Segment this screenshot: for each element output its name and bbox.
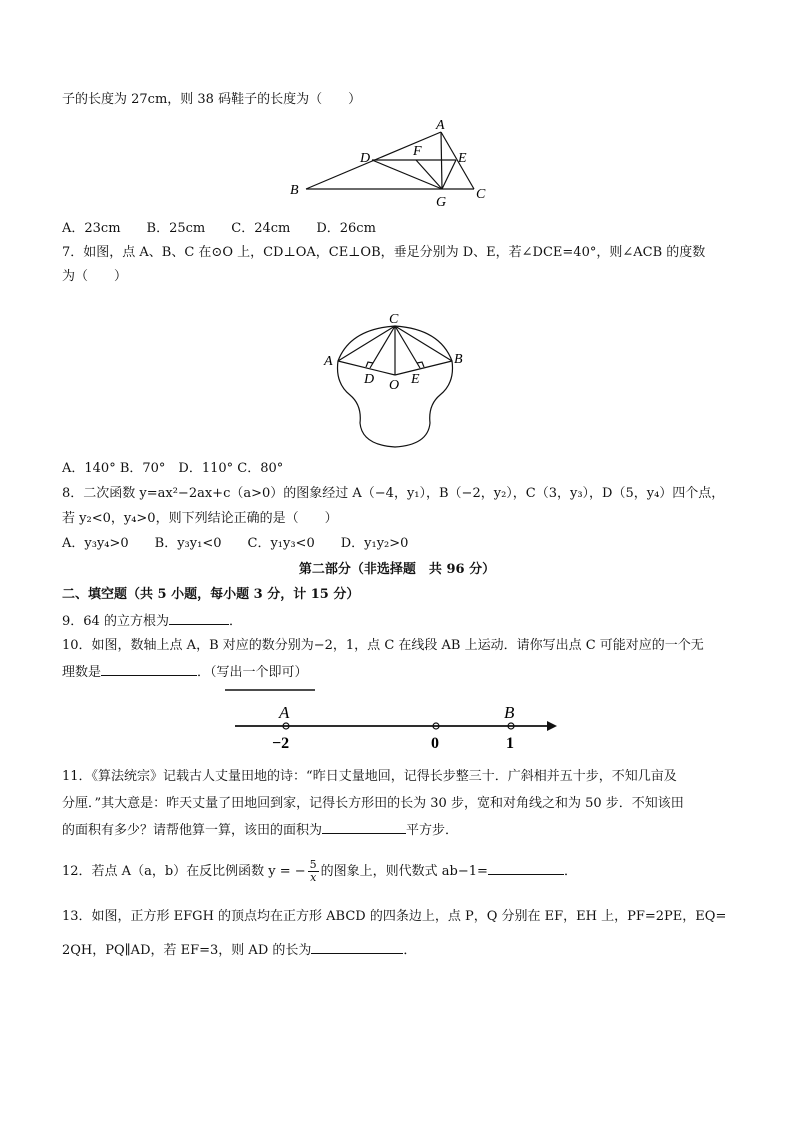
q8-line-1: 8．二次函数 y=ax²−2ax+c（a>0）的图象经过 A（−4，y₁），B（−2，y₂），C（3，y₃），D（5，y₄）四个点， — [62, 486, 725, 501]
q7-line-1: 7．如图，点 A、B、C 在⊙O 上，CD⊥OA，CE⊥OB，垂足分别为 D、E，若∠DCE=40°，则∠ACB 的度数 — [62, 245, 706, 260]
q12-fraction — [308, 859, 319, 884]
q7-options: A．140° B．70° D．110° C．80° — [62, 461, 284, 476]
q13-line-2 — [62, 940, 416, 960]
section2-title: 二、填空题（共 5 小题，每小题 3 分，计 15 分） — [62, 587, 360, 602]
q6-tail-text: 子的长度为 27cm，则 38 码鞋子的长度为（ ） — [62, 92, 362, 107]
fig6-label-B: B — [290, 183, 299, 198]
q13-line-1: 13．如图，正方形 EFGH 的顶点均在正方形 ABCD 的四条边上，点 P，Q 分别在 EF，EH 上，PF=2PE，EQ= — [62, 909, 727, 924]
q11-line-1: 11．《算法统宗》记载古人丈量田地的诗：“昨日丈量地回，记得长步整三十．广斜相并五十步，不知几亩及 — [62, 769, 677, 784]
q12-answer-blank[interactable] — [488, 861, 564, 875]
q12-line — [62, 858, 577, 886]
figure-q6-triangle — [280, 112, 500, 212]
fig7-label-D: D — [364, 372, 375, 387]
q13-text-a: 2QH，PQ∥AD，若 EF=3，则 AD 的长为 — [62, 943, 312, 958]
fig6-label-D: D — [360, 151, 371, 166]
q7-line-2: 为（ ） — [62, 269, 128, 284]
q8-options: A．y₃y₄>0 B．y₃y₁<0 C．y₁y₃<0 D．y₁y₂>0 — [62, 536, 409, 551]
q13-text-b: ． — [403, 943, 417, 958]
fig7-label-E: E — [411, 372, 420, 387]
q11-text-b: 平方步． — [406, 823, 459, 838]
q9-end: ． — [228, 614, 242, 629]
q11-text-a: 的面积有多少？请帮他算一算，该田的面积为 — [62, 823, 323, 838]
q9-text: 9．64 的立方根为 — [62, 614, 169, 629]
q11-line-3 — [62, 820, 458, 840]
fig6-label-F: F — [413, 144, 422, 159]
numline-label-A: A — [279, 703, 290, 722]
q11-answer-blank[interactable] — [322, 820, 406, 834]
fig7-label-O: O — [389, 378, 400, 393]
q9-answer-blank[interactable] — [169, 611, 229, 625]
q12-text-a: 12．若点 A（a，b）在反比例函数 y = − — [62, 864, 306, 879]
part2-title: 第二部分（非选择题 共 96 分） — [298, 562, 496, 577]
q10-line-2 — [62, 662, 308, 682]
q12-numerator: 5 — [309, 858, 317, 871]
numline-tick-0: 0 — [431, 735, 439, 752]
q10-line-1: 10．如图，数轴上点 A，B 对应的数分别为−2，1，点 C 在线段 AB 上运动．请你写出点 C 可能对应的一个无 — [62, 638, 704, 653]
q10-text-a: 理数是 — [62, 665, 102, 680]
numline-label-B: B — [504, 703, 515, 722]
q9-line — [62, 611, 242, 631]
numline-tick-neg2: −2 — [272, 735, 290, 752]
q6-options: A．23cm B．25cm C．24cm D．26cm — [62, 221, 376, 236]
fig6-label-E: E — [458, 151, 467, 166]
fig6-label-A: A — [436, 118, 445, 133]
q8-line-2: 若 y₂<0，y₄>0，则下列结论正确的是（ ） — [62, 511, 338, 526]
q13-answer-blank[interactable] — [311, 940, 403, 954]
q12-text-c: ． — [563, 864, 577, 879]
q12-denominator: x — [310, 871, 317, 884]
figure-q10-number-line — [225, 684, 565, 759]
numline-tick-1: 1 — [506, 735, 514, 752]
fig7-label-B: B — [454, 352, 463, 367]
figure-q7-circle — [310, 305, 480, 455]
q12-text-b: 的图象上，则代数式 ab−1= — [320, 864, 488, 879]
fig7-label-A: A — [324, 354, 333, 369]
fig6-label-C: C — [476, 187, 486, 202]
fig6-label-G: G — [436, 195, 447, 210]
q10-text-b: ．（写出一个即可） — [197, 665, 308, 680]
fig7-label-C: C — [389, 312, 399, 327]
q10-answer-blank[interactable] — [101, 662, 197, 676]
q11-line-2: 分厘．”其大意是：昨天丈量了田地回到家，记得长方形田的长为 30 步，宽和对角线之和为 50 步．不知该田 — [62, 796, 684, 811]
